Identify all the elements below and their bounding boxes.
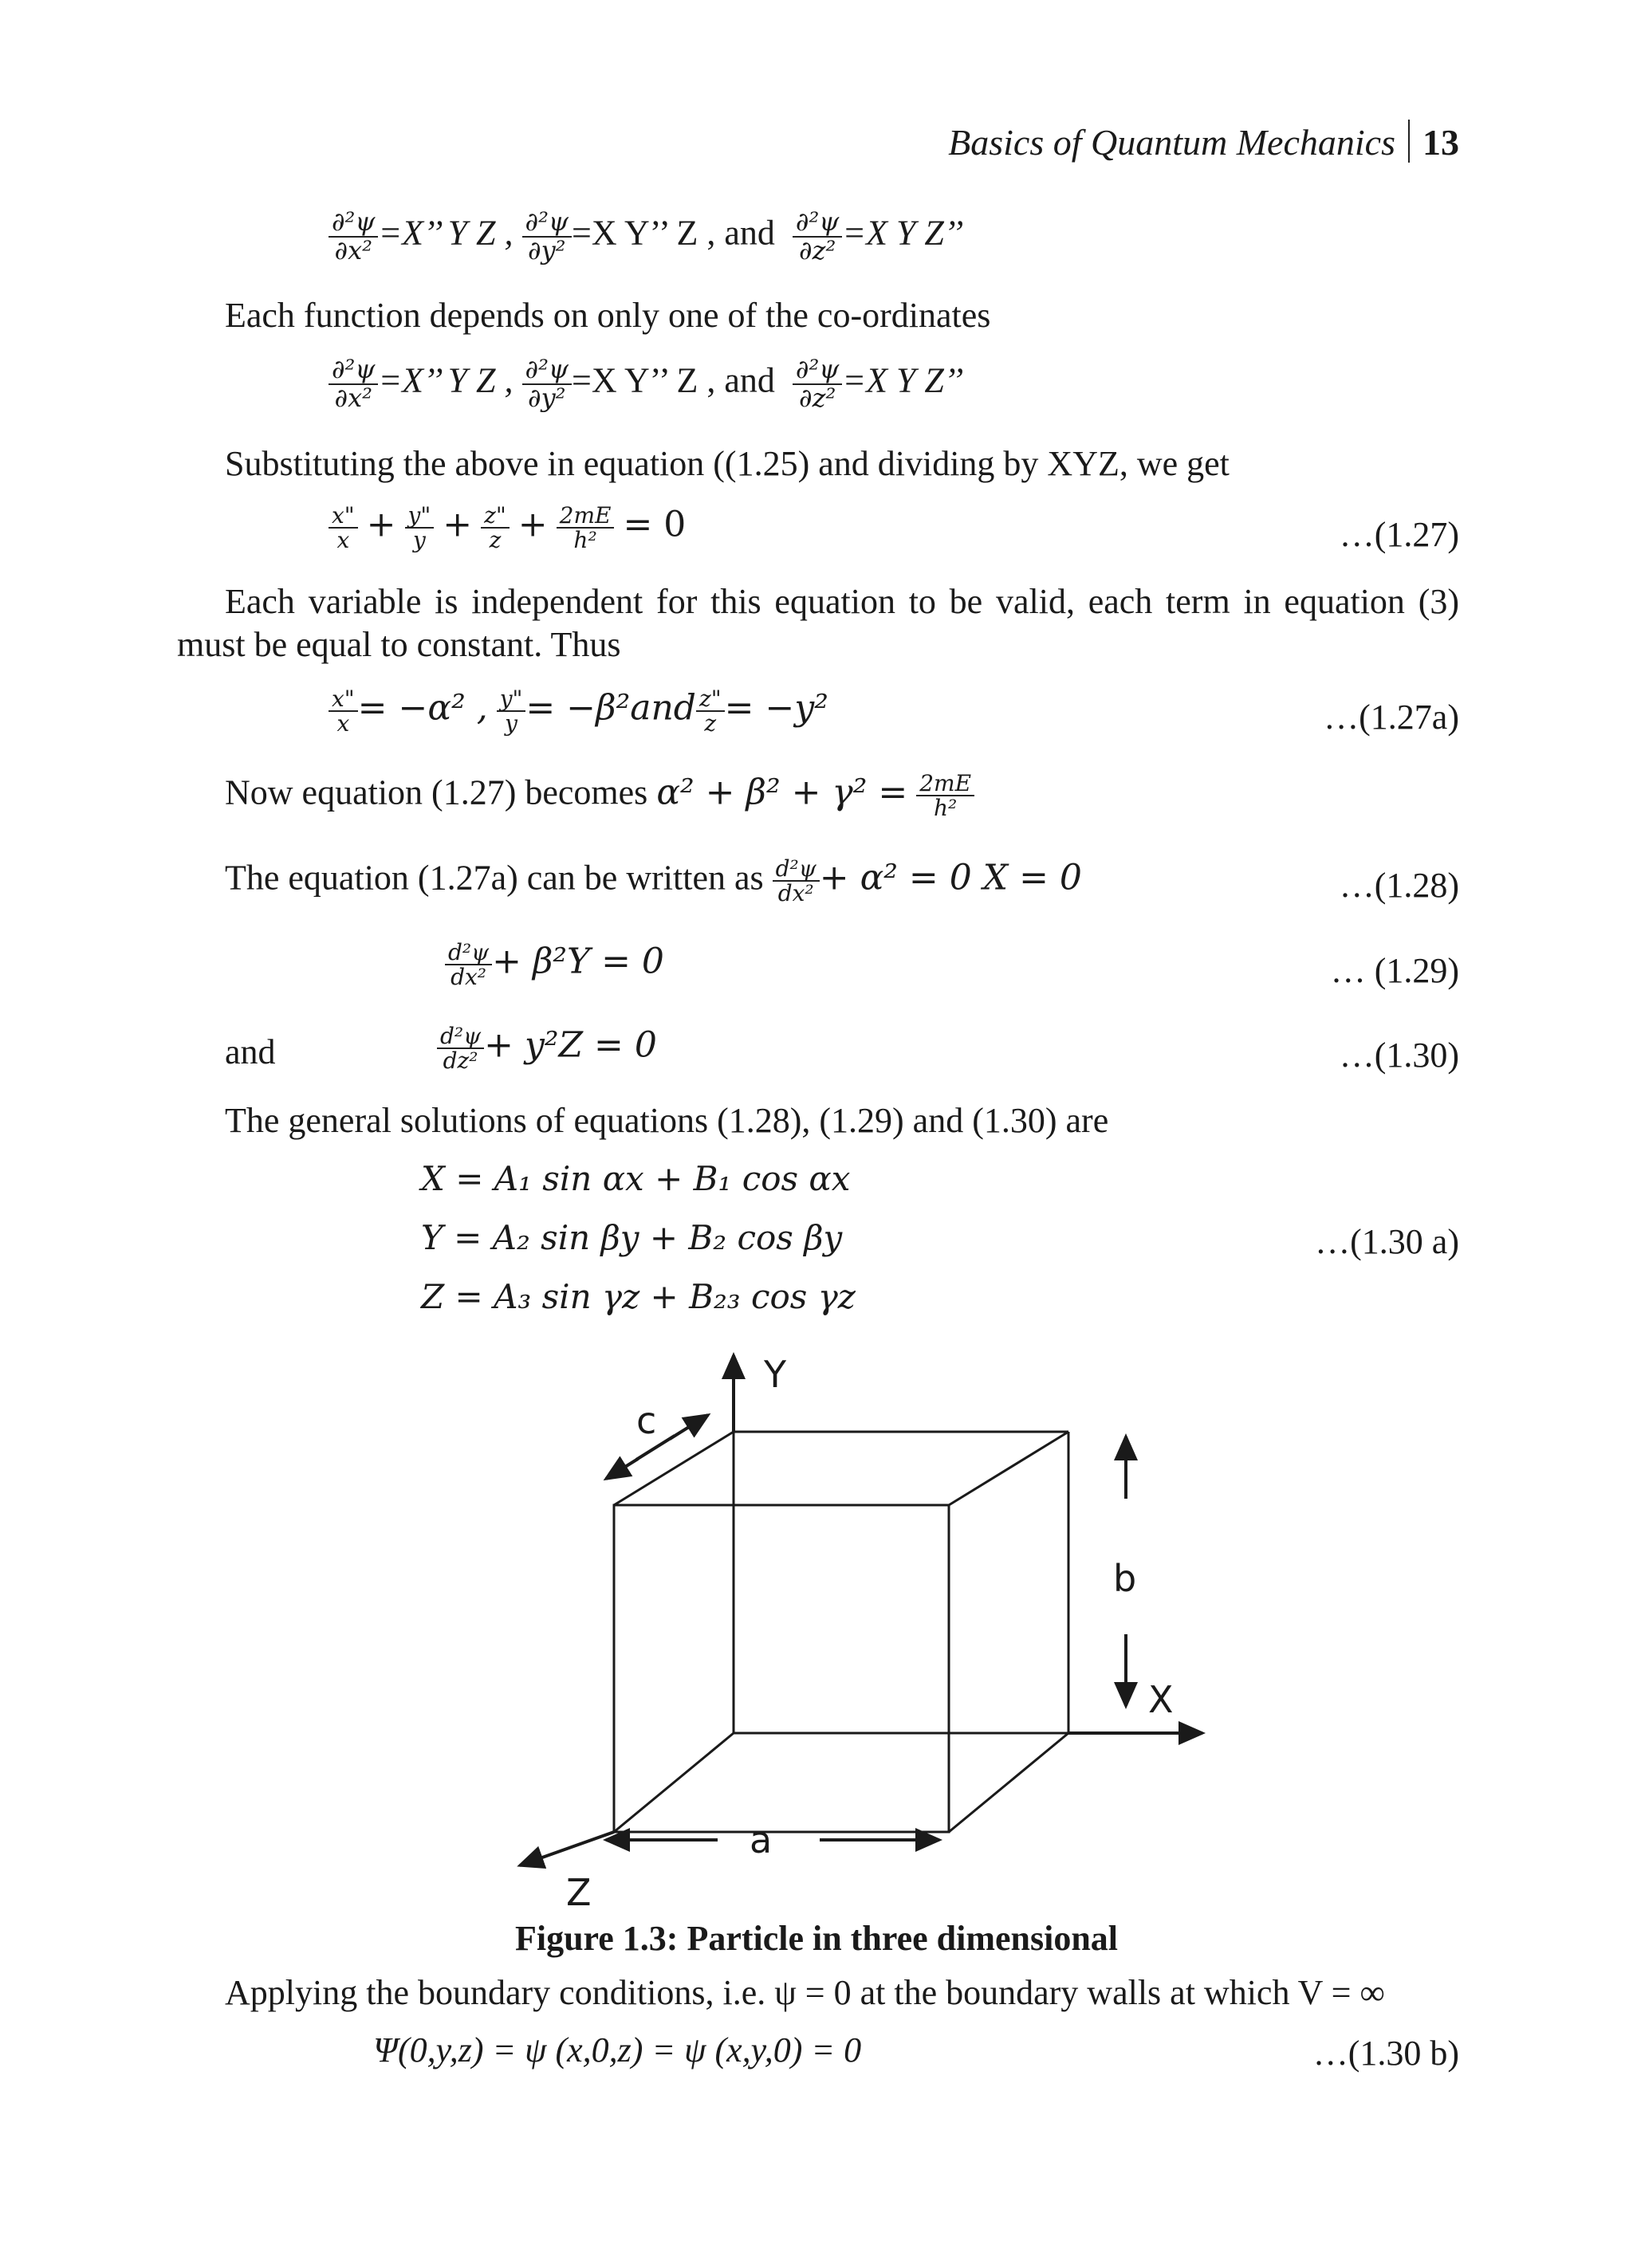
fraction-denominator: ∂z² (799, 234, 836, 265)
running-title: Basics of Quantum Mechanics (948, 122, 1395, 163)
equation-number: …(1.30 a) (1315, 1222, 1459, 1261)
fraction-denominator: ∂z² (799, 382, 836, 413)
text-each-function: Each function depends on only one of the co-ordinates (225, 296, 991, 335)
x-axis-label: X (1148, 1678, 1174, 1721)
fraction-numerator: ∂²ψ (329, 209, 378, 238)
fraction-denominator: ∂x² (334, 234, 372, 265)
equation-number: …(1.28) (1339, 866, 1459, 905)
fraction-denominator: h² (933, 795, 958, 822)
fraction-denominator: y (505, 710, 517, 737)
z-axis-hidden (614, 1733, 734, 1832)
dimension-c-label: c (636, 1399, 657, 1442)
fraction-numerator: d²ψ (445, 941, 492, 965)
equation-term: + α² = 0 X = 0 (819, 857, 1082, 898)
fraction-numerator: ∂²ψ (329, 356, 378, 385)
fraction-denominator: ∂y² (528, 382, 566, 413)
fraction-denominator: dx² (451, 964, 487, 991)
equation-lead-and: and (225, 1032, 276, 1071)
z-axis-arrow (520, 1832, 614, 1865)
solution-x: X = A₁ sin αx + B₁ cos αx (421, 1159, 851, 1198)
fraction-denominator: ∂y² (528, 234, 566, 265)
equation-term: = −y² (724, 687, 828, 729)
equation-number: …(1.30 b) (1312, 2034, 1459, 2073)
equation-term: = −β²and (525, 687, 696, 729)
equation-term: =X Y’’ Z , and (572, 213, 775, 253)
fraction-numerator: ∂²ψ (793, 209, 842, 238)
fraction-denominator: x (336, 710, 350, 737)
text-applying-boundary: Applying the boundary conditions, i.e. ψ = 0 at the boundary walls at which V = ∞ (225, 1973, 1385, 2012)
equation-term: =X’’ Y Z , (378, 360, 514, 400)
fraction-denominator: h² (573, 527, 597, 554)
fraction-numerator: x" (329, 687, 358, 712)
text-each-variable: Each variable is independent for this equation to be valid, each term in equation (3) must be equal to constant. Thus (177, 582, 1459, 664)
equation-term: =X Y’’ Z , and (572, 360, 775, 400)
dimension-a-label: a (750, 1818, 773, 1861)
figure-caption: Figure 1.3: Particle in three dimensional (514, 1919, 1119, 1958)
solution-z: Z = A₃ sin γz + B₂₃ cos γz (421, 1277, 856, 1316)
dimension-b-label: b (1113, 1557, 1137, 1600)
fraction-denominator: z (704, 710, 717, 737)
fraction-numerator: ∂²ψ (793, 356, 842, 385)
fraction-denominator: dz² (443, 1048, 478, 1075)
equation-term: =X Y Z’’ (842, 213, 964, 253)
page-number: 13 (1422, 122, 1459, 163)
dimension-c-arrow-end (670, 1415, 708, 1439)
fraction-denominator: x (336, 527, 350, 554)
box-edge-bottom-right (949, 1733, 1068, 1832)
equation-1-30b: Ψ(0,y,z) = ψ (x,0,z) = ψ (x,y,0) = 0 (373, 2030, 862, 2070)
box-edge-top-right (949, 1432, 1068, 1505)
equation-number: …(1.27a) (1324, 698, 1459, 737)
equation-number: … (1.29) (1330, 951, 1459, 990)
equation-term: =X’’ Y Z , (378, 213, 514, 253)
text-substituting: Substituting the above in equation ((1.25) and dividing by XYZ, we get (225, 444, 1230, 483)
equation-term: = −α² , (357, 687, 488, 729)
text-general-solutions: The general solutions of equations (1.28), (1.29) and (1.30) are (225, 1101, 1109, 1140)
plus-sign: + (517, 504, 548, 545)
fraction-numerator: d²ψ (773, 857, 820, 882)
fraction-numerator: 2mE (916, 772, 974, 796)
equation-number: …(1.30) (1339, 1036, 1459, 1075)
fraction-denominator: y (412, 527, 426, 554)
box-edge-top-left (614, 1432, 734, 1505)
fraction-numerator: y" (405, 504, 435, 529)
fraction-numerator: ∂²ψ (522, 356, 572, 385)
plus-sign: + (366, 504, 396, 545)
equation-rhs: = 0 (623, 504, 687, 545)
fraction-denominator: ∂x² (334, 382, 372, 413)
equation-lead-text: The equation (1.27a) can be written as (225, 858, 764, 898)
box-front-face (614, 1505, 949, 1832)
fraction-denominator: dx² (777, 880, 814, 907)
equation-term: =X Y Z’’ (842, 360, 964, 400)
fraction-numerator: z" (696, 687, 725, 712)
fraction-numerator: y" (497, 687, 526, 712)
fraction-denominator: z (489, 527, 502, 554)
dimension-c-arrow-start (606, 1459, 638, 1479)
equation-term: α² + β² + γ² = (656, 772, 908, 813)
fraction-numerator: d²ψ (437, 1024, 484, 1049)
solution-y: Y = A₂ sin βy + B₂ cos βy (421, 1218, 843, 1257)
equation-term: + y²Z = 0 (484, 1024, 657, 1066)
fraction-numerator: ∂²ψ (522, 209, 572, 238)
z-axis-label: Z (566, 1871, 592, 1914)
fraction-numerator: x" (329, 504, 358, 529)
fraction-numerator: z" (481, 504, 510, 529)
plus-sign: + (443, 504, 473, 545)
equation-number: …(1.27) (1339, 515, 1459, 554)
y-axis-label: Y (764, 1353, 787, 1396)
equation-term: + β²Y = 0 (492, 941, 664, 982)
fraction-numerator: 2mE (557, 504, 615, 529)
equation-lead-text: Now equation (1.27) becomes (225, 772, 648, 812)
